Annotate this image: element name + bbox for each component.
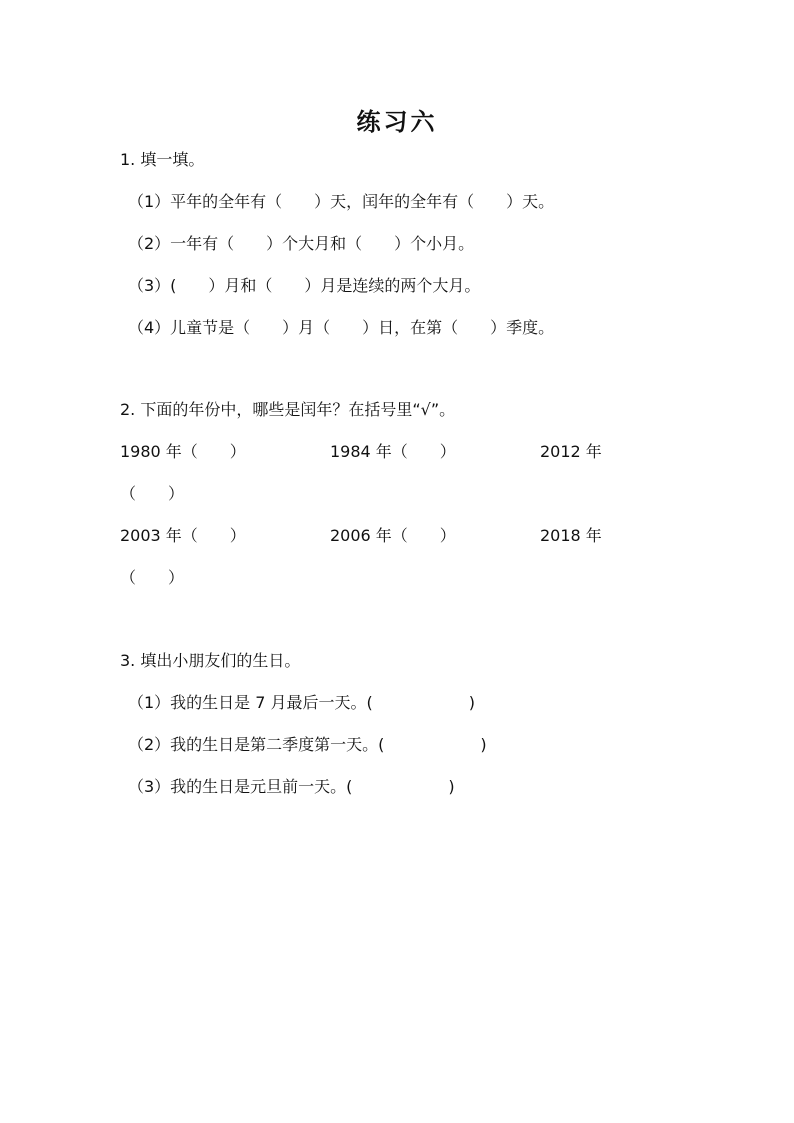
- question-1-item-4: （4）儿童节是（ ）月（ ）日，在第（ ）季度。: [128, 318, 555, 337]
- year-2018-answer-blank: （ ）: [120, 568, 185, 587]
- year-2003: 2003 年（ ）: [120, 526, 246, 545]
- year-2012: 2012 年: [540, 442, 602, 461]
- year-2012-answer-blank: （ ）: [120, 484, 185, 503]
- page-title: 练习六: [356, 107, 438, 136]
- question-2-heading: 2. 下面的年份中，哪些是闰年？在括号里“√”。: [120, 400, 456, 419]
- question-1-item-1: （1）平年的全年有（ ）天，闰年的全年有（ ）天。: [128, 192, 555, 211]
- question-1-heading: 1. 填一填。: [120, 150, 205, 169]
- question-1-item-2: （2）一年有（ ）个大月和（ ）个小月。: [128, 234, 475, 253]
- year-2006: 2006 年（ ）: [330, 526, 456, 545]
- year-1980: 1980 年（ ）: [120, 442, 246, 461]
- year-1984: 1984 年（ ）: [330, 442, 456, 461]
- question-3-heading: 3. 填出小朋友们的生日。: [120, 651, 301, 670]
- question-3-item-3: （3）我的生日是元旦前一天。( ): [128, 777, 455, 796]
- question-1-item-3: （3）( ）月和（ ）月是连续的两个大月。: [128, 276, 481, 295]
- question-3-item-1: （1）我的生日是 7 月最后一天。( ): [128, 693, 476, 712]
- question-3-item-2: （2）我的生日是第二季度第一天。( ): [128, 735, 487, 754]
- year-2018: 2018 年: [540, 526, 602, 545]
